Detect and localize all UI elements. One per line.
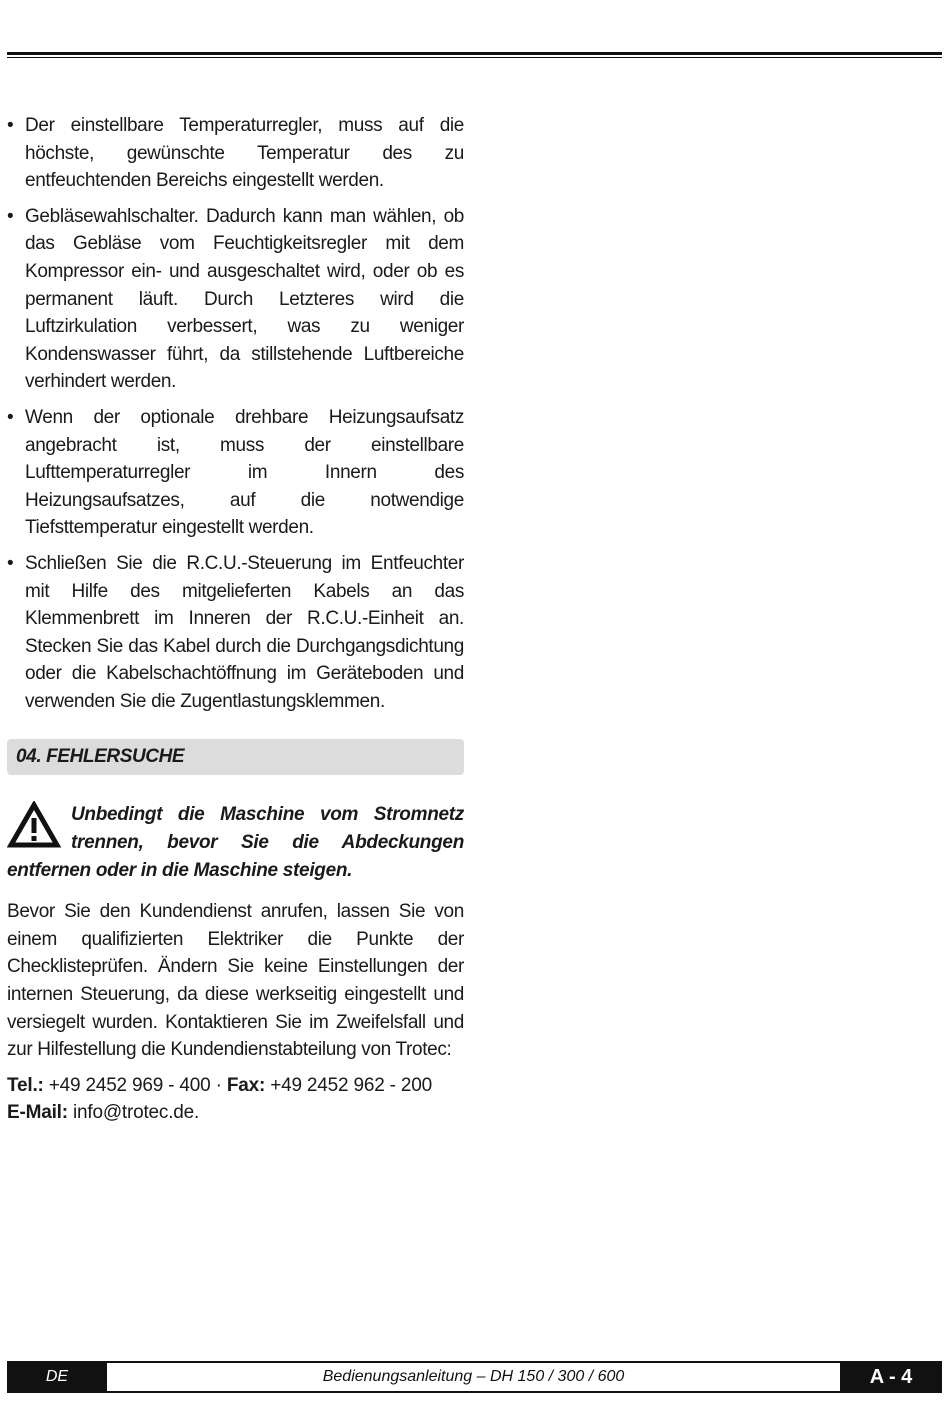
- warning-triangle-icon: [7, 801, 61, 851]
- troubleshooting-paragraph: Bevor Sie den Kundendienst anrufen, lassen Sie von einem qualifizierten Elektriker die Punkte der Checklisteprüfen. Ändern Sie keine Einstellungen der internen Steuerung, da diese werkseitig eingestellt und versiegelt wurden. Kontaktieren Sie im Zweifelsfall und zur Hilfestellung die Kundendienstabteilung von Trotec:: [7, 901, 464, 1061]
- footer-language: DE: [45, 1368, 69, 1385]
- section-heading: [7, 739, 464, 775]
- email-line: [7, 1099, 464, 1127]
- bullet-dot: •: [7, 406, 14, 428]
- bullet-dot: •: [7, 552, 14, 574]
- header-rule-thin: [7, 57, 942, 58]
- bullet-text: Der einstellbare Temperaturregler, muss auf die höchste, gewünschte Temperatur des zu entfeuchtenden Bereichs eingestellt werden.: [25, 115, 464, 192]
- bullet-item: [7, 203, 464, 396]
- footer-title: Bedienungsanleitung – DH 150 / 300 / 600: [107, 1363, 840, 1391]
- warning-text: Unbedingt die Maschine vom Stromnetz trennen, bevor Sie die Abdeckungen entfernen oder in die Maschine steigen.: [7, 804, 464, 881]
- warning-notice: [7, 801, 464, 884]
- bullet-dot: •: [7, 115, 14, 136]
- page-footer: [7, 1361, 942, 1393]
- tel-label: Tel.:: [7, 1074, 44, 1096]
- header-rule-thick: [7, 52, 942, 55]
- bullet-dot: •: [7, 205, 14, 227]
- bullet-text: Wenn der optionale drehbare Heizungsaufsatz angebracht ist, muss der einstellbare Lufttemperaturregler im Innern des Heizungsaufsatzes, auf die notwendige Tiefsttemperatur eingestellt werden.: [25, 406, 464, 539]
- bullet-item: [7, 112, 464, 195]
- bullet-list: [7, 112, 464, 715]
- page-number: A - 4: [869, 1365, 913, 1388]
- email-value: info@trotec.de.: [72, 1102, 200, 1124]
- section-title: 04. FEHLERSUCHE: [16, 746, 185, 768]
- fax-value: +49 2452 962 - 200: [270, 1074, 432, 1096]
- phone-fax-line: [7, 1072, 464, 1100]
- bullet-text: Schließen Sie die R.C.U.-Steuerung im Entfeuchter mit Hilfe des mitgelieferten Kabels an das Klemmenbrett im Inneren der R.C.U.-Einheit an. Stecken Sie das Kabel durch die Durchgangsdichtung oder die Kabelschachtöffnung im Geräteboden und verwenden Sie die Zugentlastungsklemmen.: [25, 552, 464, 712]
- contact-block: [7, 1072, 464, 1127]
- email-label: E-Mail:: [7, 1102, 68, 1124]
- bullet-item: [7, 550, 464, 716]
- tel-value: +49 2452 969 - 400: [48, 1074, 211, 1096]
- contact-separator: ·: [215, 1074, 222, 1096]
- content-column: [7, 112, 464, 1127]
- bullet-item: [7, 404, 464, 542]
- bullet-text: Gebläsewahlschalter. Dadurch kann man wählen, ob das Gebläse vom Feuchtigkeitsregler mit dem Kompressor ein- und ausgeschaltet wird, oder ob es permanent läuft. Durch Letzteres wird die Luftzirkulation verbessert, was zu weniger Kondenswasser führt, da stillstehende Luftbereiche verhindert werden.: [25, 205, 464, 393]
- fax-label: Fax:: [226, 1074, 266, 1096]
